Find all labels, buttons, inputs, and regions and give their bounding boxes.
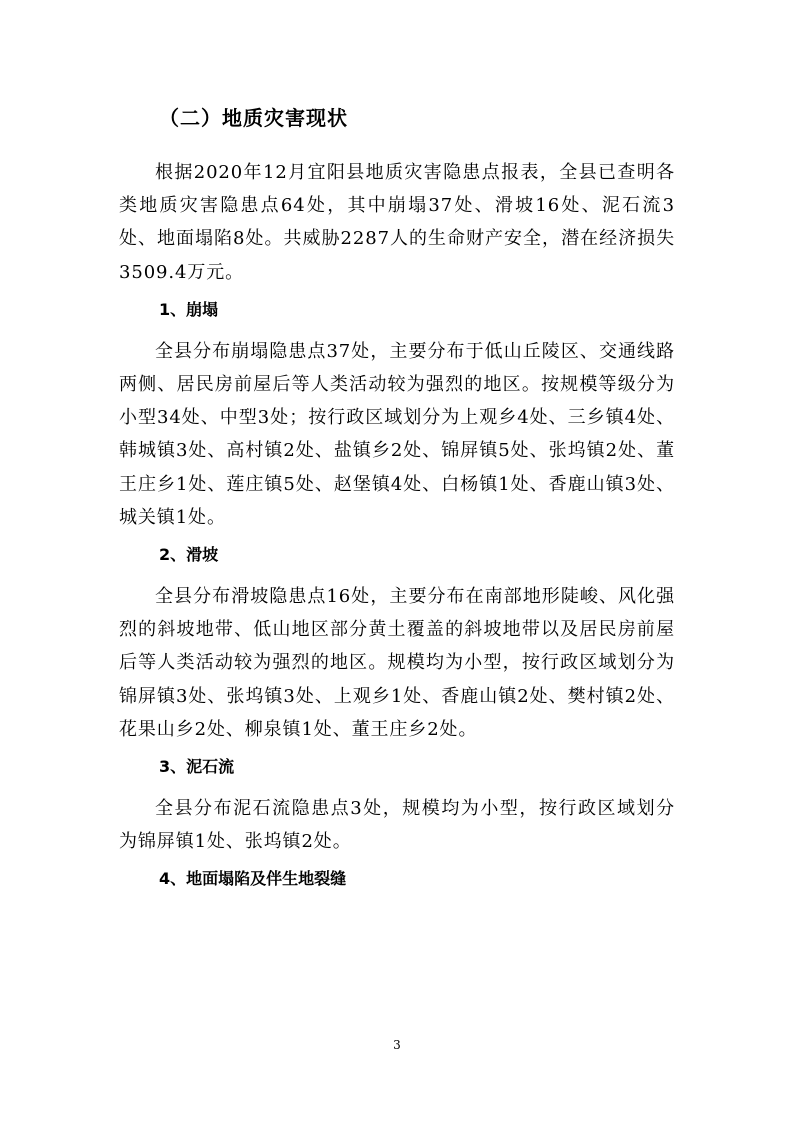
section-heading: （二）地质灾害现状 (159, 106, 348, 130)
collapse-paragraph: 全县分布崩塌隐患点37处，主要分布于低山丘陵区、交通线路两侧、居民房前屋后等人类活动较为强烈的地区。按规模等级分为小型34处、中型3处；按行政区域划分为上观乡4处、三乡镇4处、韩城镇3处、高村镇2处、盐镇乡2处、锦屏镇5处、张坞镇2处、董王庄乡1处、莲庄镇5处、赵堡镇4处、白杨镇1处、香鹿山镇3处、城关镇1处。 (119, 340, 675, 528)
page-number: 3 (393, 1038, 401, 1052)
landslide-paragraph: 全县分布滑坡隐患点16处，主要分布在南部地形陡峻、风化强烈的斜坡地带、低山地区部分黄土覆盖的斜坡地带以及居民房前屋后等人类活动较为强烈的地区。规模均为小型，按行政区域划分为锦屏镇3处、张坞镇3处、上观乡1处、香鹿山镇2处、樊村镇2处、花果山乡2处、柳泉镇1处、董王庄乡2处。 (119, 586, 675, 740)
subsection-heading-collapse: 1、崩塌 (159, 299, 219, 319)
document-body (119, 98, 675, 904)
debris-flow-paragraph: 全县分布泥石流隐患点3处，规模均为小型，按行政区域划分为锦屏镇1处、张坞镇2处。 (119, 798, 675, 853)
intro-paragraph: 根据2020年12月宜阳县地质灾害隐患点报表，全县已查明各类地质灾害隐患点64处，其中崩塌37处、滑坡16处、泥石流3处、地面塌陷8处。共威胁2287人的生命财产安全，潜在经济损失3509.4万元。 (119, 162, 675, 283)
subsection-heading-ground-subsidence: 4、地面塌陷及伴生地裂缝 (159, 869, 347, 889)
subsection-heading-landslide: 2、滑坡 (159, 545, 219, 565)
subsection-heading-debris-flow: 3、泥石流 (159, 757, 235, 777)
